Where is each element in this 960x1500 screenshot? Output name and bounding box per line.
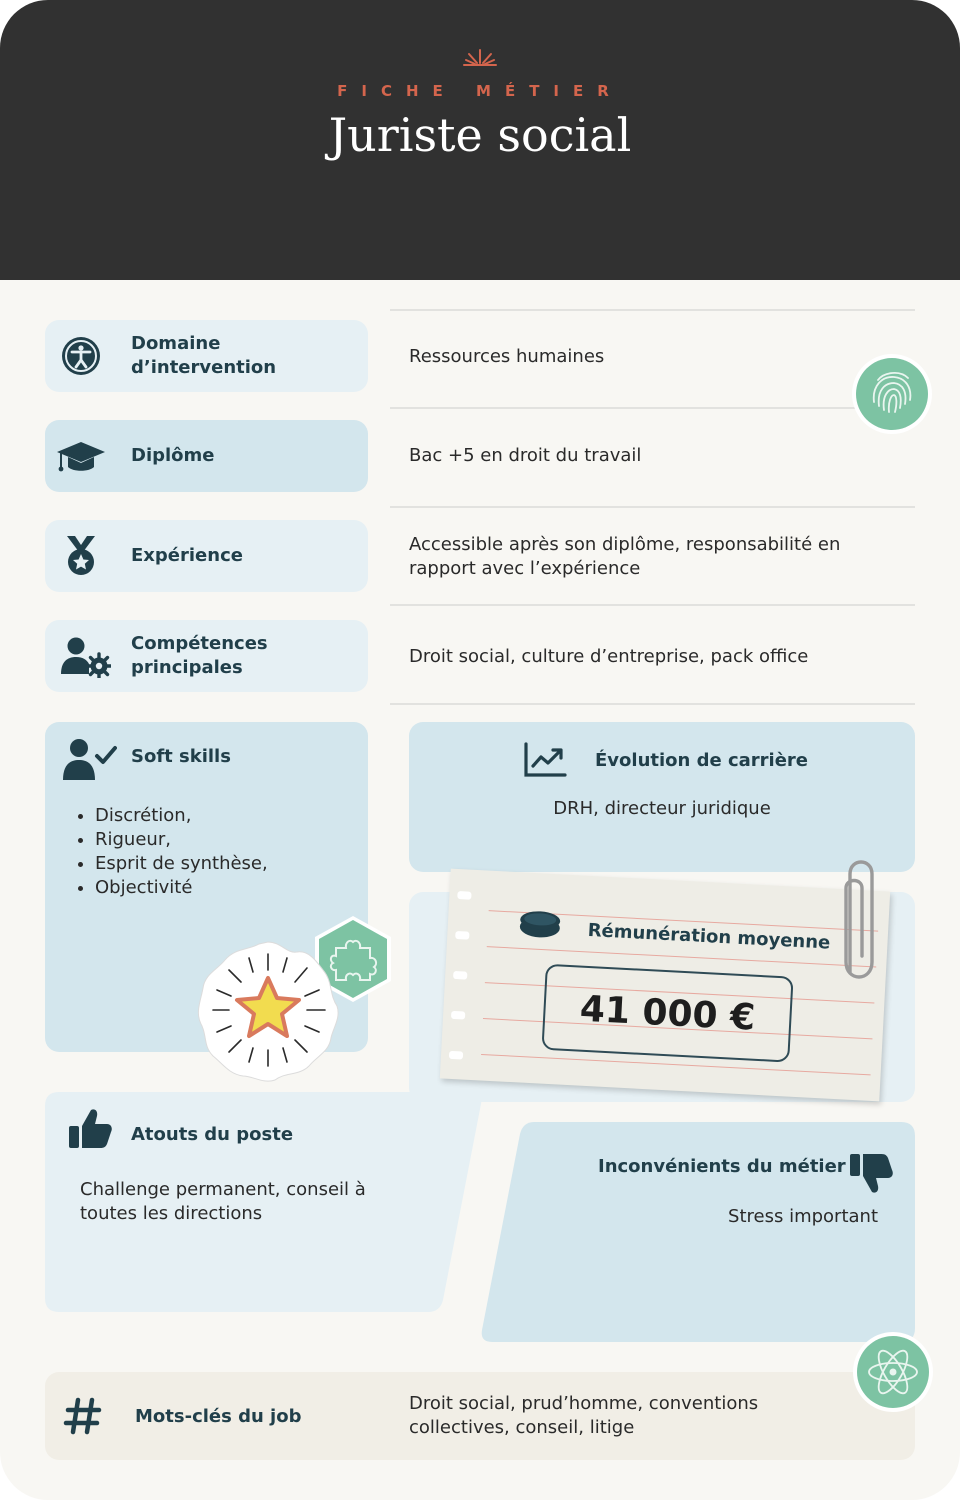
- evolution-title: Évolution de carrière: [595, 750, 808, 771]
- evolution-value: DRH, directeur juridique: [553, 798, 771, 819]
- star-icon: [193, 936, 343, 1084]
- atouts-value: Challenge permanent, conseil à toutes les directions: [80, 1179, 366, 1224]
- salary-value: 41 000 €: [541, 964, 793, 1063]
- paperclip-icon: [838, 852, 882, 992]
- list-item: • Esprit de synthèse,: [95, 852, 268, 876]
- evolution-card: [409, 722, 915, 872]
- atom-icon: [851, 1330, 935, 1414]
- inconvenients-card: [478, 1122, 915, 1342]
- fingerprint-icon: [850, 352, 934, 436]
- kicker: FICHE MÉTIER: [337, 82, 623, 100]
- list-item: • Discrétion,: [95, 804, 268, 828]
- row-value: Bac +5 en droit du travail: [409, 445, 642, 466]
- row-domaine: [45, 320, 368, 392]
- row-value: Accessible après son diplôme, responsabilité en rapport avec l’expérience: [409, 534, 841, 579]
- atouts-card: [45, 1092, 485, 1312]
- thumbs-up-icon: [67, 1106, 113, 1152]
- remuneration-note: [440, 869, 890, 1102]
- row-label: Domaine d’intervention: [131, 333, 277, 378]
- row-value: Droit social, culture d’entreprise, pack office: [409, 646, 809, 667]
- mots-cles-card: [45, 1372, 915, 1460]
- row-diplome: [45, 420, 368, 492]
- divider: [390, 407, 915, 409]
- sunburst-icon: [462, 48, 498, 68]
- medal-icon: [59, 534, 103, 578]
- mots-cles-title: Mots-clés du job: [135, 1406, 302, 1427]
- coin-icon: [517, 908, 563, 940]
- divider: [390, 604, 915, 606]
- inconvenients-value: Stress important: [728, 1206, 878, 1227]
- note-paper: [440, 869, 890, 1102]
- inconvenients-title: Inconvénients du métier: [598, 1156, 846, 1177]
- accessibility-icon: [59, 334, 103, 378]
- divider: [390, 703, 915, 705]
- chart-line-icon: [523, 742, 567, 778]
- remuneration-title: Rémunération moyenne: [587, 919, 831, 954]
- user-gear-icon: [59, 634, 111, 678]
- row-label: Compétences principales: [131, 633, 268, 678]
- divider: [390, 506, 915, 508]
- mots-cles-value: Droit social, prud’homme, conventions collectives, conseil, litige: [409, 1393, 759, 1438]
- atouts-title: Atouts du poste: [131, 1124, 294, 1145]
- header: [0, 0, 960, 280]
- list-item: • Objectivité: [95, 876, 268, 900]
- row-label: Diplôme: [131, 445, 215, 466]
- row-value: Ressources humaines: [409, 346, 605, 367]
- soft-skills-list: [77, 804, 268, 900]
- row-experience: [45, 520, 368, 592]
- row-competences: [45, 620, 368, 692]
- user-check-icon: [61, 736, 117, 782]
- row-label: Expérience: [131, 545, 243, 566]
- soft-skills-title: Soft skills: [131, 746, 231, 767]
- page-title: Juriste social: [328, 108, 632, 162]
- list-item: • Rigueur,: [95, 828, 268, 852]
- graduation-cap-icon: [55, 434, 107, 478]
- hashtag-icon: [63, 1396, 103, 1436]
- divider: [390, 309, 915, 311]
- thumbs-down-icon: [848, 1150, 894, 1196]
